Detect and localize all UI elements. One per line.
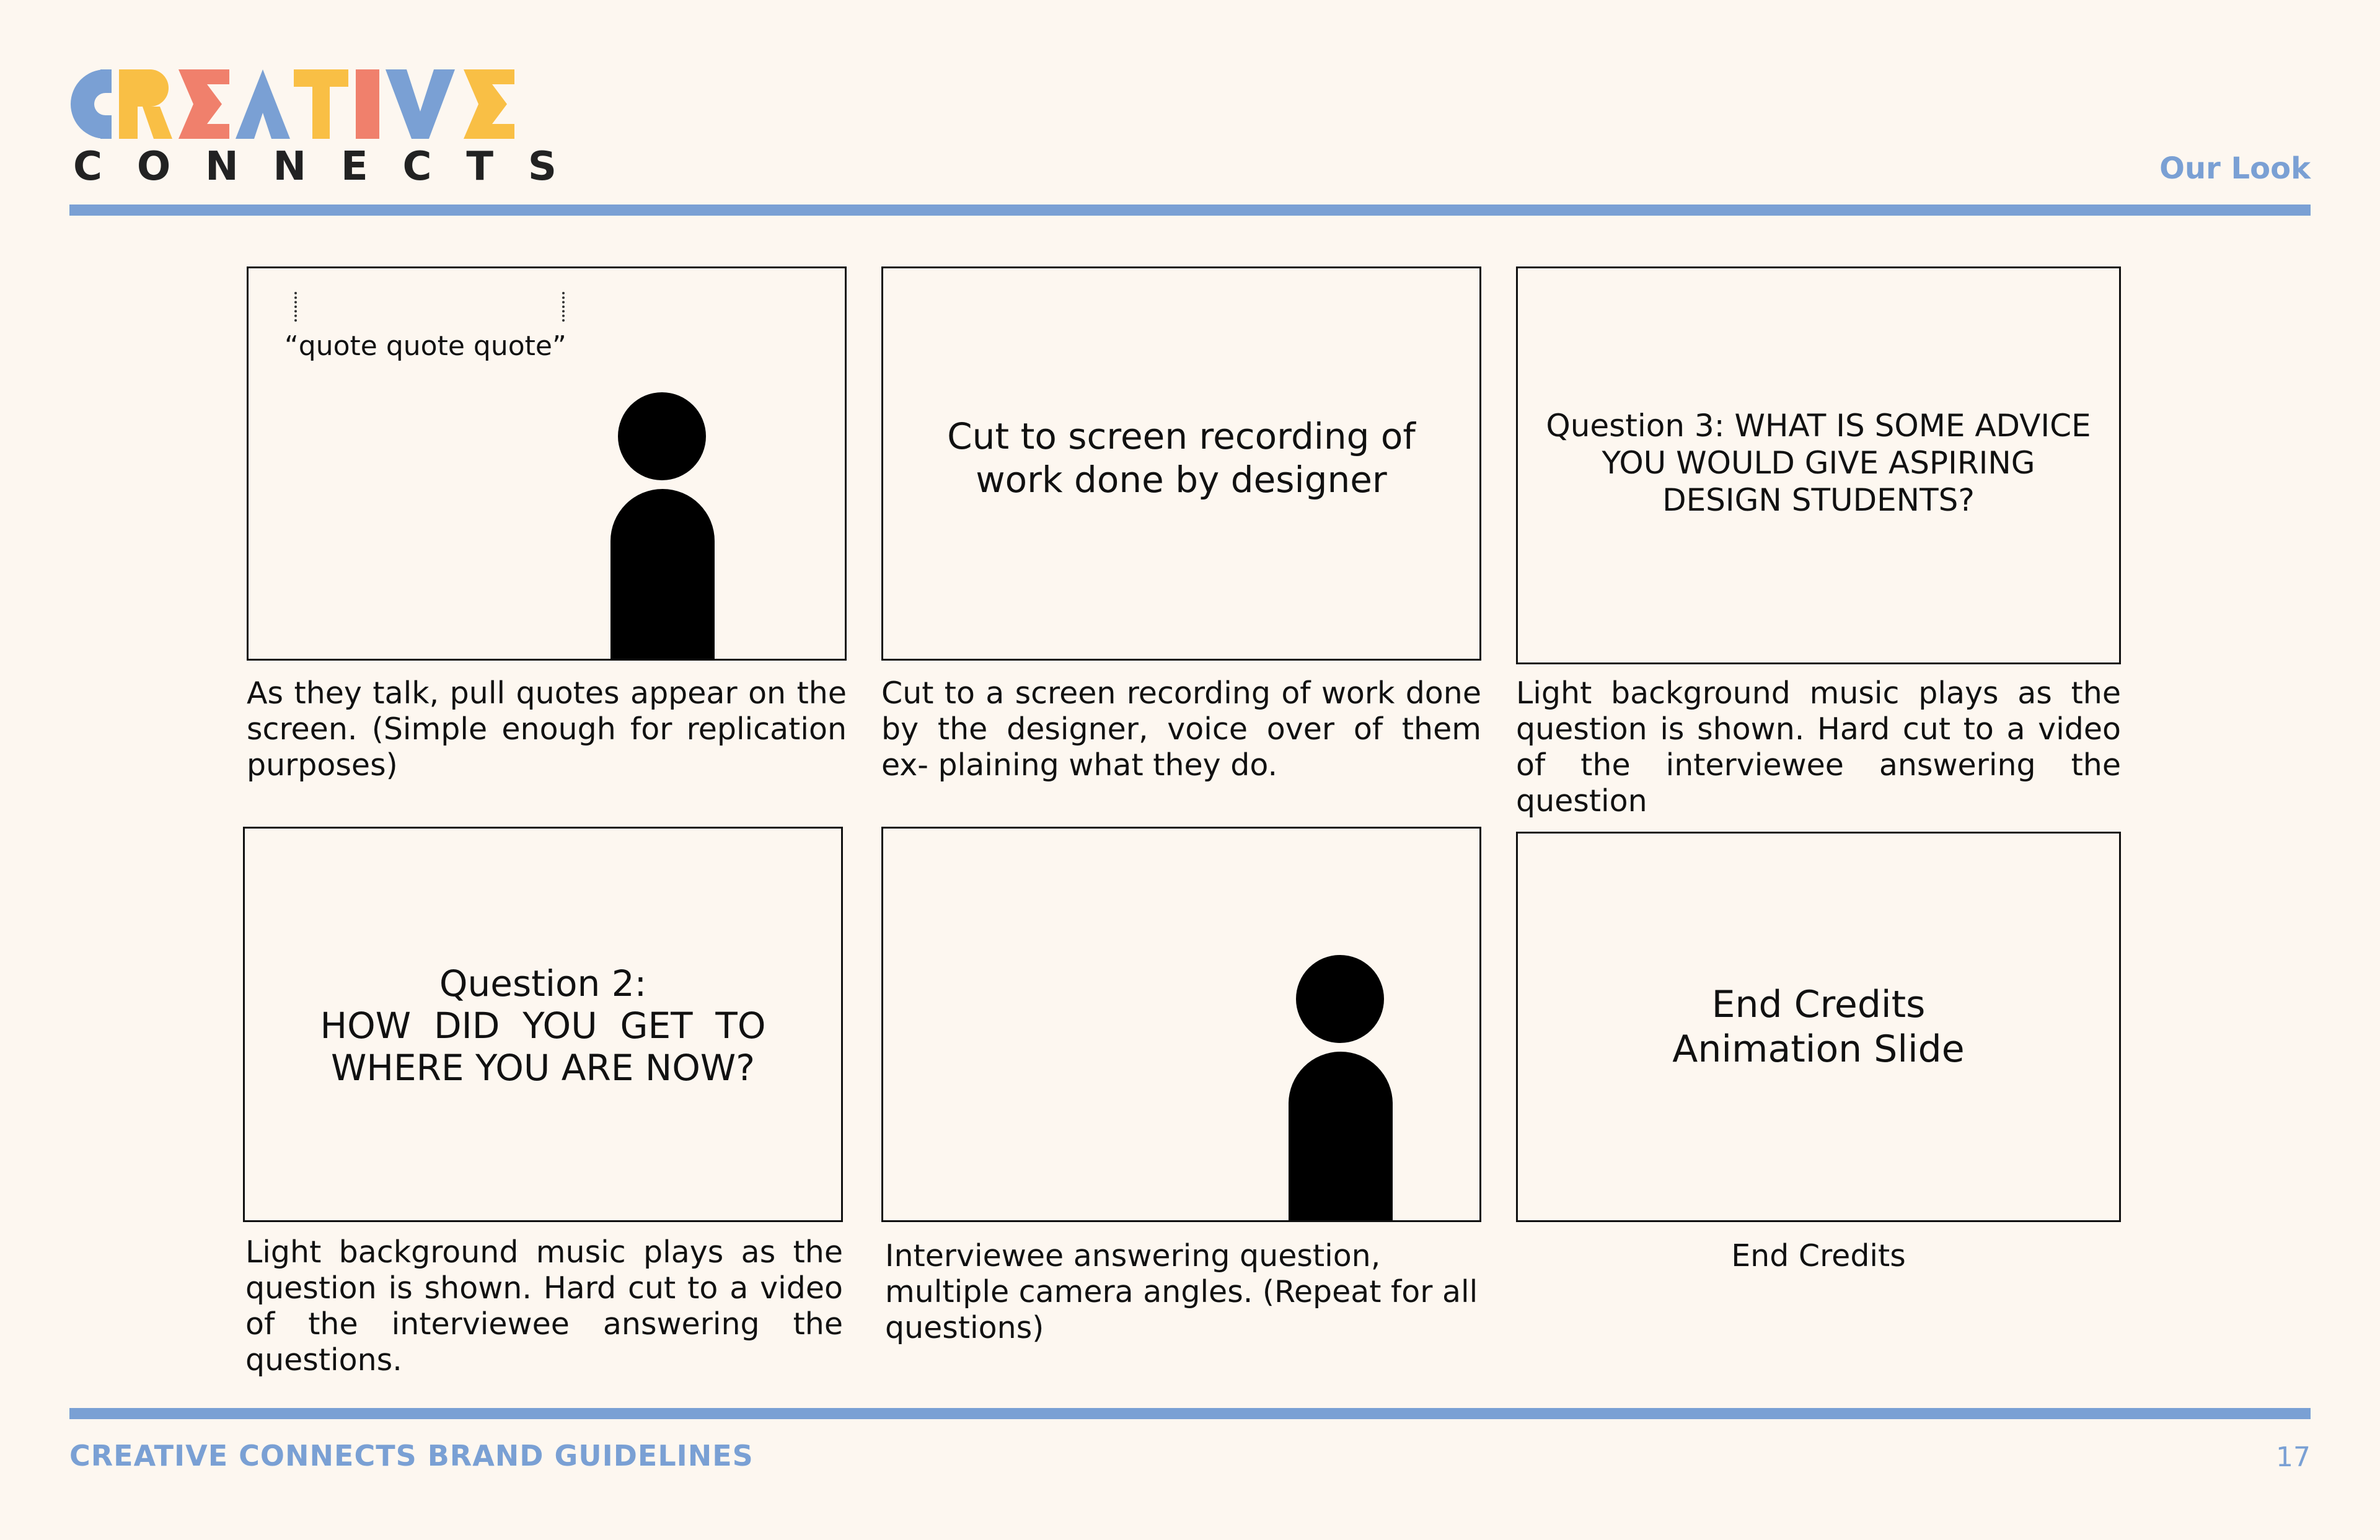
frame-2-caption: Cut to a screen recording of work done by the designer, voice over of them ex- plaining what they do. [881,675,1481,783]
storyboard-frame-4 [243,827,843,1222]
person-body [1289,1052,1393,1222]
creative-wordmark [69,67,553,141]
quote-marker-right [562,292,565,322]
frame-3-text: Question 3: WHAT IS SOME ADVICE YOU WOULD GIVE ASPIRING DESIGN STUDENTS? [1546,408,2091,518]
frame-5-caption: Interviewee answering question, multiple camera angles. (Repeat for all questions) [885,1238,1478,1345]
section-label: Our Look [2159,151,2311,186]
frame-4-text: Question 2: HOW DID YOU GET TO WHERE YOU ARE NOW? [320,962,766,1089]
quote-marker-left [294,292,297,322]
person-head [1296,955,1384,1043]
pull-quote: “quote quote quote” [284,330,566,362]
page-number: 17 [2276,1441,2311,1473]
frame-2-text: Cut to screen recording of work done by designer [947,415,1416,501]
storyboard-frame-5 [881,827,1481,1222]
storyboard-frame-1 [247,266,847,661]
person-silhouette [1289,955,1393,1222]
frame-3-caption: Light background music plays as the question is shown. Hard cut to a video of the interviewee answering the question [1516,675,2121,819]
person-body [610,489,715,661]
frame-6-text: End Credits Animation Slide [1672,983,1965,1071]
storyboard-frame-2 [881,266,1481,661]
footer-divider [69,1408,2311,1419]
person-head [618,392,706,480]
frame-6-caption: End Credits [1731,1238,1906,1274]
header-divider [69,205,2311,216]
person-silhouette [610,392,715,661]
storyboard-frame-6 [1516,832,2121,1222]
frame-4-caption: Light background music plays as the question is shown. Hard cut to a video of the interviewee answering the questions. [245,1234,843,1378]
storyboard-frame-3 [1516,266,2121,664]
footer-title: CREATIVE CONNECTS BRAND GUIDELINES [69,1439,754,1472]
connects-wordmark: C O N N E C T S [73,144,557,190]
frame-1-caption: As they talk, pull quotes appear on the screen. (Simple enough for replication purposes) [247,675,847,783]
